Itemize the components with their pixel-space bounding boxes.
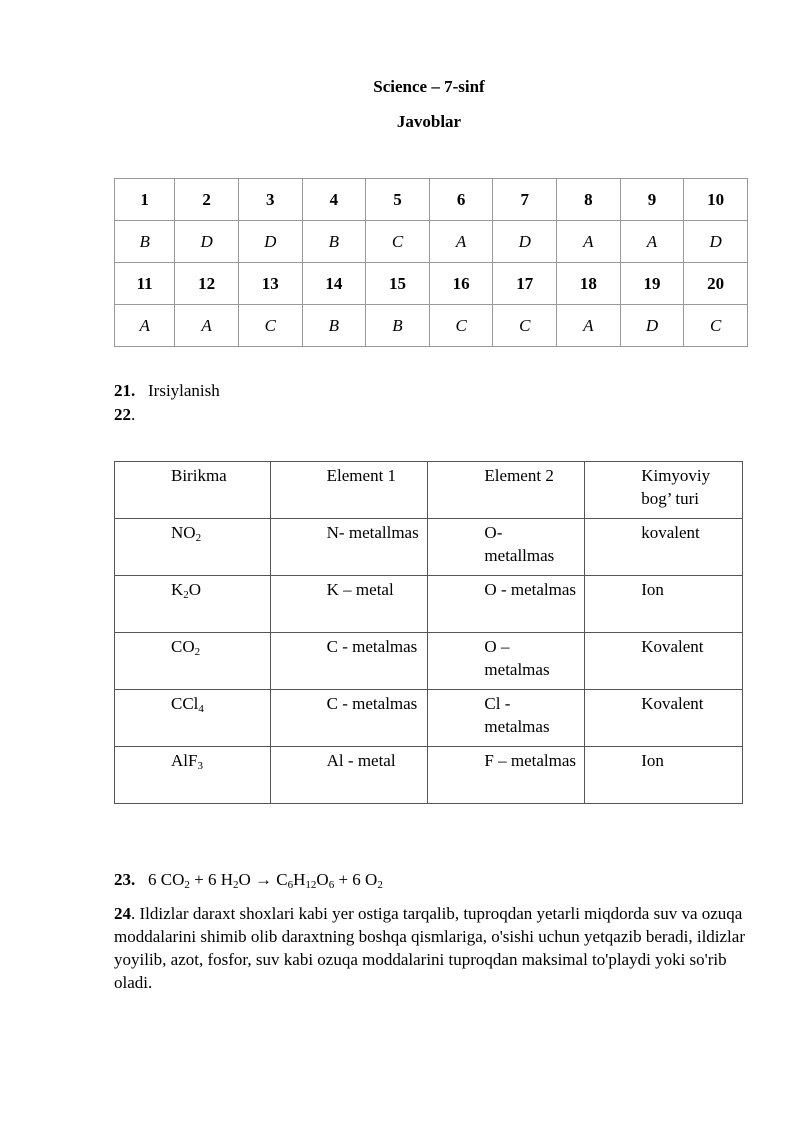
answer-letter: D [238,221,302,263]
page-subtitle: Javoblar [396,112,462,131]
answer-letter: D [493,221,557,263]
element-2-cell: O – metalmas [428,633,585,690]
answer-letter: D [684,221,748,263]
number-period: . [131,405,136,424]
answer-letter: A [175,305,239,347]
formula-subscript: 4 [198,703,204,715]
question-number: 1 [115,179,175,221]
answer-key-table [114,178,748,347]
question-22 [114,405,135,425]
table-row [115,576,743,633]
equation-subscript: 2 [184,879,190,891]
table-row [115,519,743,576]
bond-type-cell: Kovalent [585,690,743,747]
bond-type-cell: Ion [585,747,743,804]
question-number: 18 [557,263,621,305]
question-number-label: 21. [114,381,136,400]
answer-letter: C [684,305,748,347]
question-number: 4 [302,179,366,221]
equation-subscript: 6 [287,879,294,891]
formula-subscript: 2 [183,589,189,601]
element-1-cell: C - metalmas [270,690,428,747]
element-2-cell: F – metalmas [428,747,585,804]
page-title: Science – 7-sinf [373,77,485,96]
answer-letter: D [620,305,684,347]
equation-text: H [293,870,306,889]
formula-subscript: 3 [197,760,203,772]
column-header: Kimyoviy bog’ turi [585,462,743,519]
answer-letter-row [115,305,748,347]
table-row [115,690,743,747]
table-row [115,747,743,804]
answer-letter: B [302,221,366,263]
question-number: 12 [175,263,239,305]
compound-cell [115,519,271,576]
compound-formula: AlF [171,751,198,770]
question-number: 13 [238,263,302,305]
answer-letter: A [557,305,621,347]
table-header-row [115,462,743,519]
question-number: 6 [429,179,493,221]
answer-letter: A [429,221,493,263]
compound-cell [115,576,271,633]
formula-subscript: 2 [194,646,201,658]
column-header: Birikma [115,462,271,519]
compound-formula: CCl [171,694,199,713]
question-number: 3 [238,179,302,221]
question-number: 9 [620,179,684,221]
answer-letter: A [557,221,621,263]
equation-subscript: 2 [233,879,239,891]
equation-subscript: 2 [377,879,383,891]
question-number: 8 [557,179,621,221]
question-number-label: 22 [114,405,131,424]
column-header: Element 2 [428,462,585,519]
formula-subscript: 2 [195,532,202,544]
answer-letter-row [115,221,748,263]
bond-type-cell: kovalent [585,519,743,576]
chemical-bond-table [114,461,743,804]
equation-text: O → C [238,870,288,889]
compound-cell [115,690,271,747]
compound-formula: K [171,580,184,599]
answer-letter: C [366,221,430,263]
element-2-cell: O- metallmas [428,519,585,576]
element-1-cell: Al - metal [270,747,428,804]
element-2-cell: O - metalmas [428,576,585,633]
question-23 [114,870,383,890]
equation-text: O [316,870,329,889]
bond-type-cell: Kovalent [585,633,743,690]
question-number: 20 [684,263,748,305]
question-number: 10 [684,179,748,221]
equation-text: + 6 H [189,870,233,889]
compound-formula-tail: O [188,580,202,599]
column-header: Element 1 [270,462,428,519]
question-number: 2 [175,179,239,221]
answer-letter: A [115,305,175,347]
answer-letter: C [493,305,557,347]
question-24 [114,902,754,994]
question-21 [114,381,220,401]
answer-paragraph: . Ildizlar daraxt shoxlari kabi yer ostiga tarqalib, tuproqdan yetarli miqdorda suv va ozuqa moddalarini shimib olib daraxtning boshqa qismlariga, o'sishi uchun yetqazib beradi, ildizlar yoyilib, azot, fosfor, suv kabi ozuqa moddalarini tuproqdan maksimal to'playdi yoki so'rib oladi. [114,904,745,992]
question-number: 19 [620,263,684,305]
answer-letter: A [620,221,684,263]
answer-letter: D [175,221,239,263]
question-number-label: 24 [114,904,131,923]
table-row [115,633,743,690]
equation-text: 6 CO [148,870,185,889]
compound-formula: NO [171,523,196,542]
compound-formula: CO [171,637,195,656]
compound-cell [115,747,271,804]
element-2-cell: Cl - metalmas [428,690,585,747]
question-number: 7 [493,179,557,221]
answer-letter: C [238,305,302,347]
question-number: 16 [429,263,493,305]
question-number: 14 [302,263,366,305]
photosynthesis-equation [148,870,383,889]
answer-letter: B [302,305,366,347]
element-1-cell: N- metallmas [270,519,428,576]
answer-number-row [115,263,748,305]
equation-subscript: 12 [305,879,317,891]
answer-number-row [115,179,748,221]
element-1-cell: C - metalmas [270,633,428,690]
equation-text: + 6 O [334,870,378,889]
answer-letter: C [429,305,493,347]
question-number: 17 [493,263,557,305]
answer-text: Irsiylanish [148,381,220,400]
question-number: 5 [366,179,430,221]
answer-letter: B [115,221,175,263]
bond-type-cell: Ion [585,576,743,633]
compound-cell [115,633,271,690]
question-number: 11 [115,263,175,305]
question-number-label: 23. [114,870,136,889]
element-1-cell: K – metal [270,576,428,633]
equation-subscript: 6 [328,879,335,891]
question-number: 15 [366,263,430,305]
answer-letter: B [366,305,430,347]
